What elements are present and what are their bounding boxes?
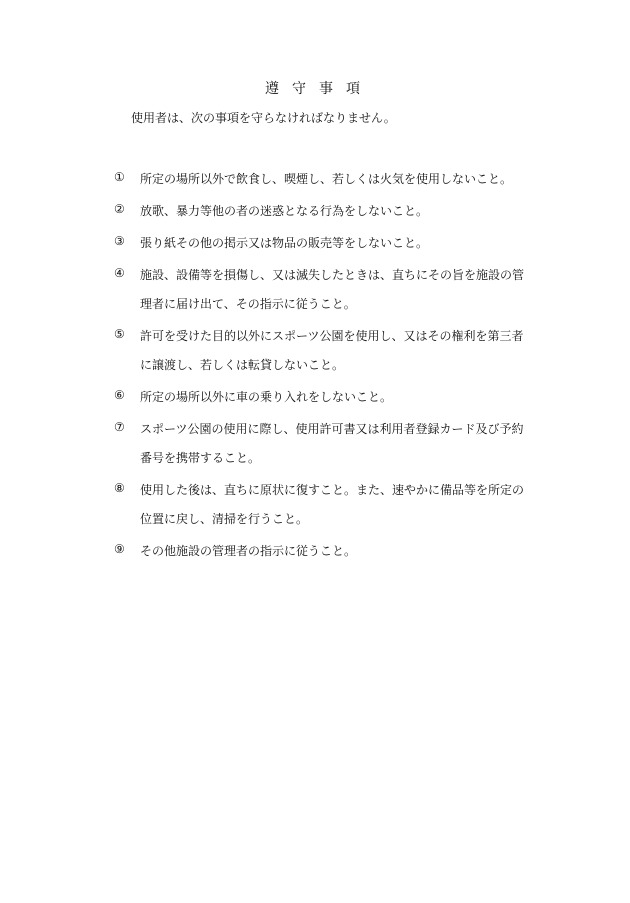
rule-line: 理者に届け出て、その指示に従うこと。	[140, 297, 356, 311]
page-title: 遵守事項	[265, 81, 373, 97]
rule-line: その他施設の管理者の指示に従うこと。	[140, 544, 357, 558]
rule-number: ⑦	[114, 420, 125, 434]
rule-line: 所定の場所以外に車の乗り入れをしないこと。	[140, 390, 393, 404]
rule-number: ⑨	[114, 542, 125, 556]
rule-text	[140, 165, 514, 194]
rule-number: ⑥	[114, 388, 125, 402]
rule-text	[140, 537, 514, 566]
rule-line: 番号を携帯すること。	[140, 451, 261, 465]
rule-line: 施設、設備等を損傷し、又は滅失したときは、直ちにその旨を施設の管	[140, 268, 525, 282]
rule-number: ①	[114, 170, 125, 184]
rule-number: ⑧	[114, 481, 125, 495]
list-item	[114, 229, 514, 258]
rule-number: ④	[114, 266, 125, 280]
rule-text	[140, 229, 514, 258]
rule-number: ③	[114, 234, 125, 248]
rules-list	[114, 167, 525, 569]
rule-text	[140, 322, 524, 380]
list-item	[114, 383, 514, 412]
rule-line: 位置に戻し、清掃を行うこと。	[140, 512, 309, 526]
rule-line: 張り紙その他の掲示又は物品の販売等をしないこと。	[140, 236, 429, 250]
list-item	[114, 322, 524, 380]
rule-line: 使用した後は、直ちに原状に復すこと。また、速やかに備品等を所定の	[140, 483, 525, 497]
rule-text	[140, 261, 525, 319]
rule-line: 放歌、暴力等他の者の迷惑となる行為をしないこと。	[140, 204, 429, 218]
rule-text	[140, 383, 514, 412]
list-item	[114, 261, 525, 319]
list-item	[114, 165, 514, 194]
rule-text	[140, 415, 524, 473]
list-item	[114, 415, 524, 473]
intro-text: 使用者は、次の事項を守らなければなりません。	[131, 111, 396, 125]
rule-text	[140, 197, 514, 226]
rule-line: スポーツ公園の使用に際し、使用許可書又は利用者登録カード及び予約	[140, 422, 524, 436]
rule-line: 所定の場所以外で飲食し、喫煙し、若しくは火気を使用しないこと。	[140, 172, 513, 186]
rule-number: ②	[114, 202, 125, 216]
list-item	[114, 537, 514, 566]
rule-line: に譲渡し、若しくは転貸しないこと。	[140, 358, 345, 372]
list-item	[114, 476, 525, 534]
rule-line: 許可を受けた目的以外にスポーツ公園を使用し、又はその権利を第三者	[140, 329, 524, 343]
rule-number: ⑤	[114, 327, 125, 341]
list-item	[114, 197, 514, 226]
rule-text	[140, 476, 525, 534]
